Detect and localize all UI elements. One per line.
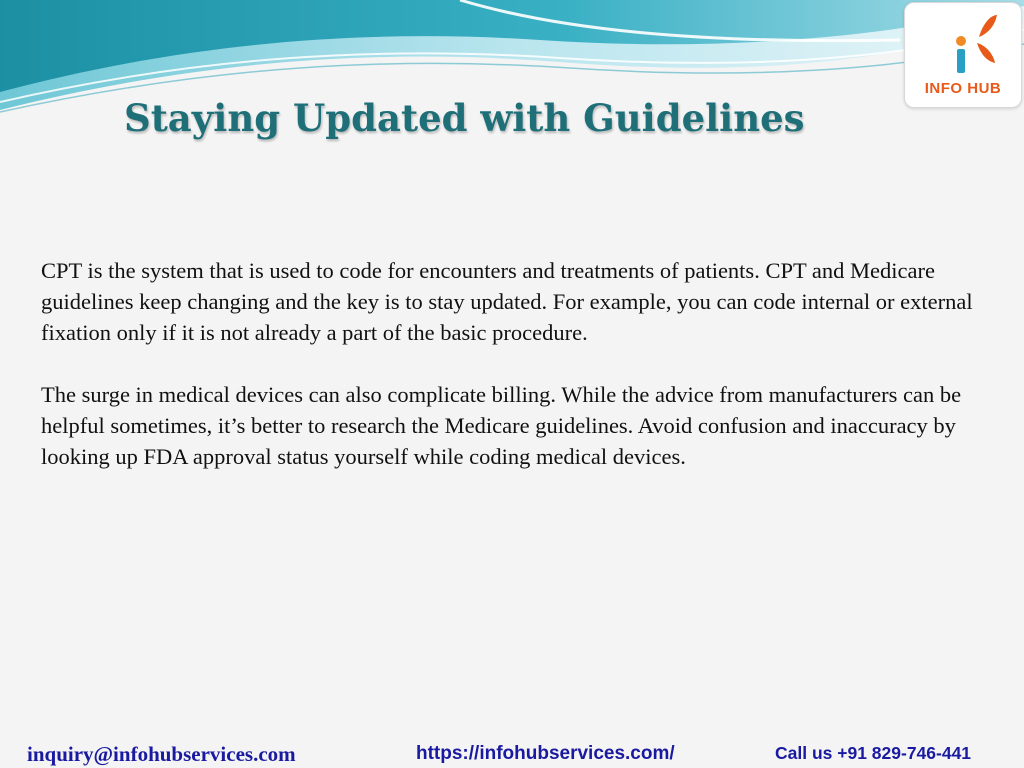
slide-body (41, 255, 991, 503)
paragraph-cpt: CPT is the system that is used to code for encounters and treatments of patients. CPT and Medicare guidelines keep changing and the key is to stay updated. For example, you can code internal or external fixation only if it is not already a part of the basic procedure. (41, 258, 973, 345)
footer-phone: Call us +91 829-746-441 (775, 743, 972, 763)
slide-title: Staying Updated with Guidelines (124, 96, 805, 140)
footer (0, 738, 1024, 768)
logo-text: INFO HUB (924, 80, 1002, 97)
info-hub-logo (904, 2, 1022, 108)
footer-email-link[interactable]: inquiry@infohubservices.com (27, 742, 296, 766)
info-hub-logo-icon (949, 9, 999, 81)
paragraph-medical-devices: The surge in medical devices can also complicate billing. While the advice from manufacturers can be helpful sometimes, it’s better to research the Medicare guidelines. Avoid confusion and inaccuracy by looking up FDA approval status yourself while coding medical devices. (41, 382, 962, 469)
footer-website-link[interactable]: https://infohubservices.com/ (416, 743, 675, 764)
